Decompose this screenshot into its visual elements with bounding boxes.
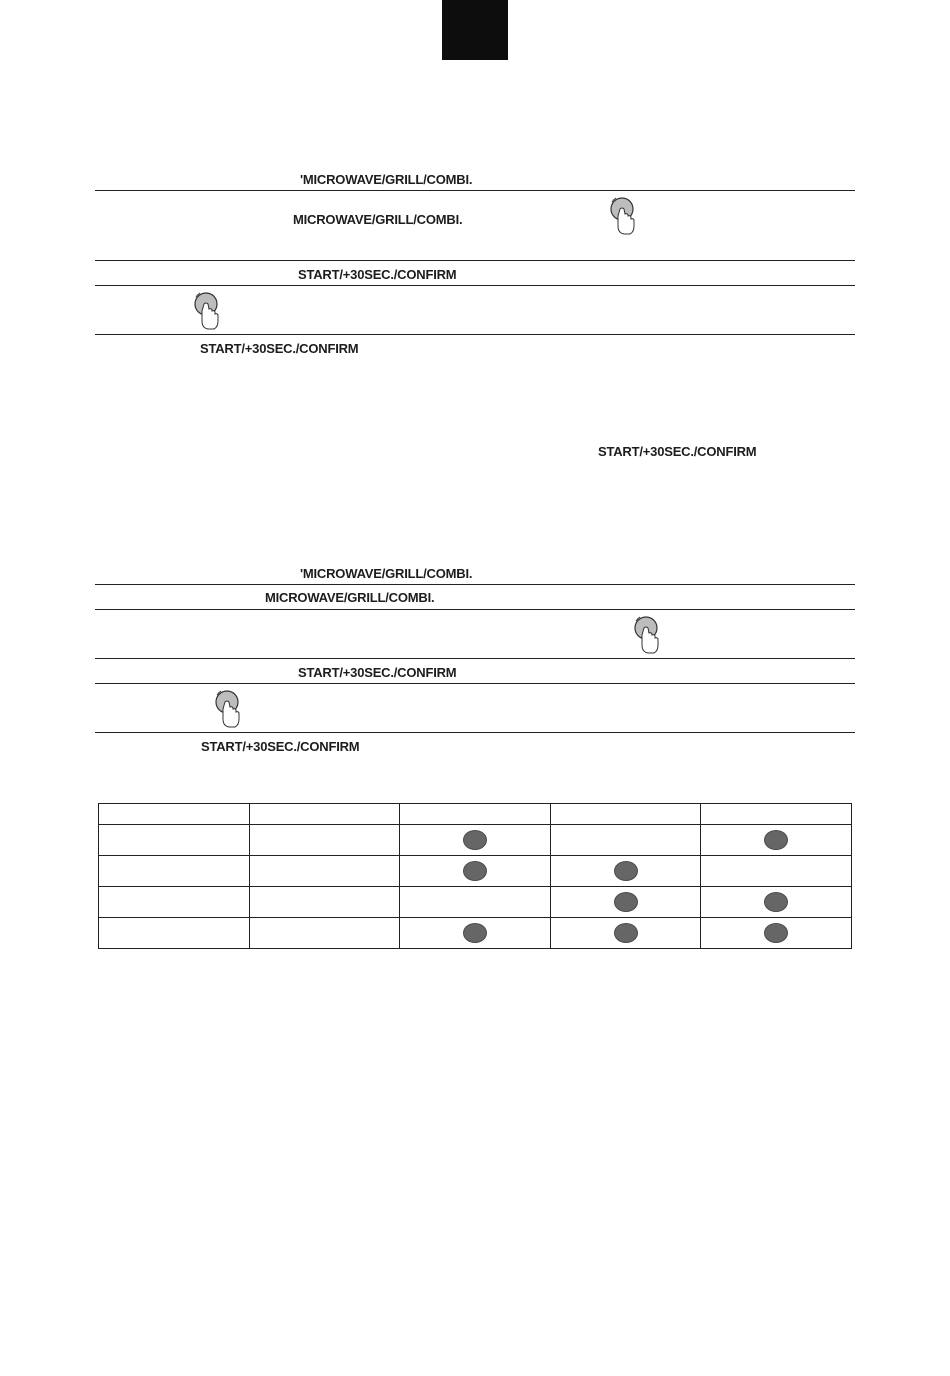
dial-knob-hand-icon (630, 615, 662, 655)
table-cell (400, 887, 551, 918)
filled-dot-icon (764, 923, 788, 943)
filled-dot-icon (614, 861, 638, 881)
section1-line3: START/+30SEC./CONFIRM (298, 267, 457, 282)
filled-dot-icon (463, 861, 487, 881)
divider (95, 334, 855, 335)
table-cell (400, 825, 551, 856)
section1-note: START/+30SEC./CONFIRM (598, 444, 757, 459)
table-cell (249, 887, 400, 918)
section1-line2: MICROWAVE/GRILL/COMBI. (293, 212, 463, 227)
divider (95, 732, 855, 733)
divider (95, 658, 855, 659)
table-cell (249, 825, 400, 856)
table-cell (99, 887, 250, 918)
section2-line4: START/+30SEC./CONFIRM (201, 739, 360, 754)
table-row (99, 856, 852, 887)
dial-knob-hand-icon (211, 689, 243, 729)
table-cell (400, 918, 551, 949)
table-cell (550, 856, 701, 887)
table-cell (701, 856, 852, 887)
table-cell (550, 825, 701, 856)
table-header-cell (99, 804, 250, 825)
filled-dot-icon (764, 892, 788, 912)
filled-dot-icon (614, 923, 638, 943)
table-header-cell (249, 804, 400, 825)
table-cell (400, 856, 551, 887)
divider (95, 584, 855, 585)
table-cell (701, 887, 852, 918)
divider (95, 260, 855, 261)
table-cell (99, 856, 250, 887)
table-row (99, 887, 852, 918)
filled-dot-icon (463, 830, 487, 850)
section1-line1: 'MICROWAVE/GRILL/COMBI. (300, 172, 473, 187)
table-header-cell (550, 804, 701, 825)
table-cell (249, 918, 400, 949)
divider (95, 683, 855, 684)
table-cell (249, 856, 400, 887)
dial-knob-hand-icon (190, 291, 222, 331)
page-tab (442, 0, 508, 60)
section1-line4: START/+30SEC./CONFIRM (200, 341, 359, 356)
table-header-cell (400, 804, 551, 825)
filled-dot-icon (764, 830, 788, 850)
filled-dot-icon (463, 923, 487, 943)
divider (95, 285, 855, 286)
divider (95, 190, 855, 191)
table-cell (701, 825, 852, 856)
section2-line3: START/+30SEC./CONFIRM (298, 665, 457, 680)
dial-knob-hand-icon (606, 196, 638, 236)
table-cell (701, 918, 852, 949)
section2-line2: MICROWAVE/GRILL/COMBI. (265, 590, 435, 605)
table-row (99, 918, 852, 949)
divider (95, 609, 855, 610)
table-cell (550, 887, 701, 918)
mode-table (98, 803, 852, 949)
table-header-cell (701, 804, 852, 825)
filled-dot-icon (614, 892, 638, 912)
table-header-row (99, 804, 852, 825)
table-cell (550, 918, 701, 949)
table-cell (99, 825, 250, 856)
table-row (99, 825, 852, 856)
section2-line1: 'MICROWAVE/GRILL/COMBI. (300, 566, 473, 581)
table-cell (99, 918, 250, 949)
